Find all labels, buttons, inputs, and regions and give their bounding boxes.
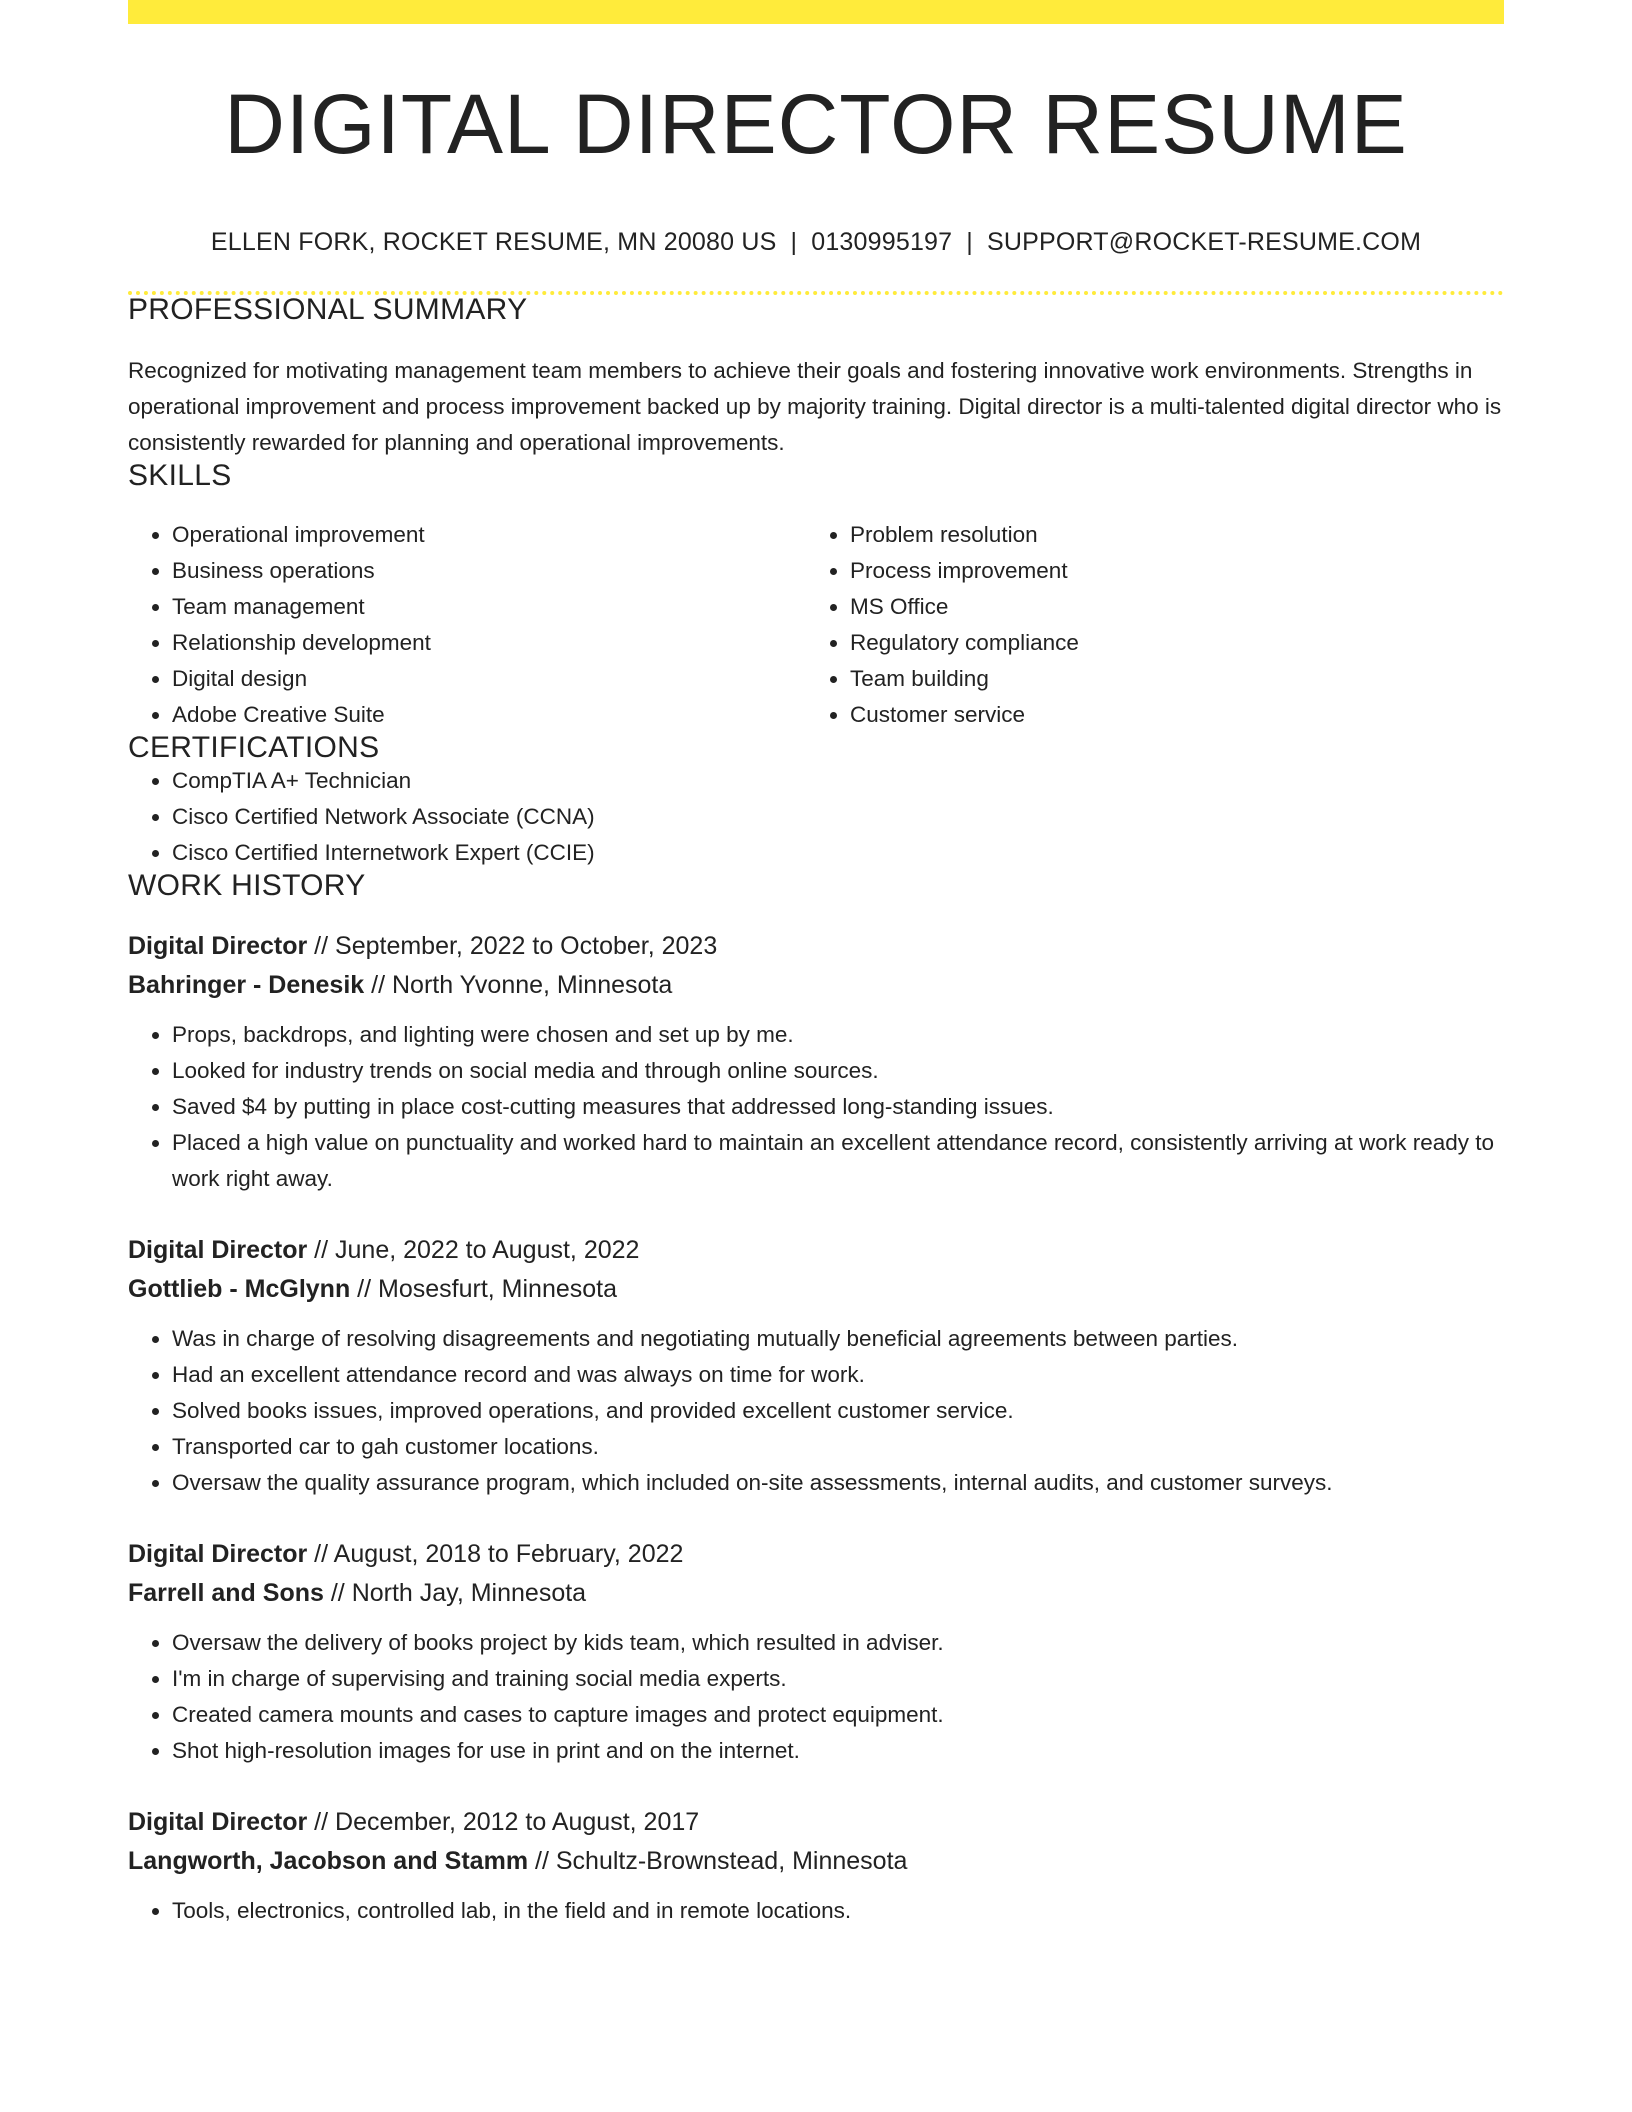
work-history-heading: WORK HISTORY [128,869,366,902]
job-entry [128,1803,1504,1929]
job-bullet: • Oversaw the quality assurance program, which included on-site assessments, internal audits, and customer surveys. [172,1465,1504,1501]
job-company: Langworth, Jacobson and Stamm [128,1847,529,1875]
resume-page [128,0,1504,1929]
skill-item: • Team management [172,589,806,625]
job-bullet: • Placed a high value on punctuality and worked hard to maintain an excellent attendance record, consistently arriving at work ready to work right away. [172,1125,1504,1197]
certification-item: • Cisco Certified Network Associate (CCNA) [172,799,1504,835]
job-separator: // [330,1579,345,1607]
job-separator: // [357,1275,372,1303]
certifications-list [128,763,1504,871]
job-bullet: • Looked for industry trends on social media and through online sources. [172,1053,1504,1089]
contact-separator: | [966,228,973,256]
job-entry [128,1231,1504,1501]
job-dates: December, 2012 to August, 2017 [335,1808,700,1836]
job-bullet: • I'm in charge of supervising and training social media experts. [172,1661,1504,1697]
job-company-line [128,1574,1504,1613]
job-bullet: • Was in charge of resolving disagreements and negotiating mutually beneficial agreements between parties. [172,1321,1504,1357]
job-bullet: • Oversaw the delivery of books project by kids team, which resulted in adviser. [172,1625,1504,1661]
job-title-line [128,1535,1504,1574]
job-title: Digital Director [128,1236,308,1264]
accent-top-bar [128,0,1504,24]
skill-item: • Regulatory compliance [850,625,1484,661]
summary-text: Recognized for motivating management team members to achieve their goals and fostering innovative work environments. Strengths in operational improvement and process improvement backed up by majority training. Digital director is a multi-talented digital director who is consistently rewarded for planning and operational improvements. [128,358,1502,455]
job-dates: August, 2018 to February, 2022 [333,1540,684,1568]
skills-right-list [806,517,1484,733]
certification-item: • CompTIA A+ Technician [172,763,1504,799]
job-dates: June, 2022 to August, 2022 [335,1236,640,1264]
job-bullet: • Transported car to gah customer locations. [172,1429,1504,1465]
job-separator: // [371,971,386,999]
job-location: Mosesfurt, Minnesota [378,1275,618,1303]
contact-line [128,230,1504,255]
job-bullet: • Tools, electronics, controlled lab, in the field and in remote locations. [172,1893,1504,1929]
job-separator: // [314,1236,329,1264]
job-location: North Yvonne, Minnesota [392,971,673,999]
job-bullets [128,1017,1504,1197]
job-location: Schultz-Brownstead, Minnesota [555,1847,908,1875]
job-company: Bahringer - Denesik [128,971,365,999]
skill-item: • Digital design [172,661,806,697]
job-bullets [128,1625,1504,1769]
job-bullet: • Props, backdrops, and lighting were chosen and set up by me. [172,1017,1504,1053]
certification-item: • Cisco Certified Internetwork Expert (CCIE) [172,835,1504,871]
job-title: Digital Director [128,1540,308,1568]
skill-item: • Business operations [172,553,806,589]
contact-phone: 0130995197 [811,228,953,256]
job-title-line [128,1803,1504,1842]
job-dates: September, 2022 to October, 2023 [335,932,718,960]
job-bullet: • Saved $4 by putting in place cost-cutting measures that addressed long-standing issues. [172,1089,1504,1125]
skill-item: • Process improvement [850,553,1484,589]
job-bullets [128,1893,1504,1929]
job-title: Digital Director [128,932,308,960]
skill-item: • Team building [850,661,1484,697]
job-entry [128,1535,1504,1769]
skill-item: • Adobe Creative Suite [172,697,806,733]
skill-item: • Problem resolution [850,517,1484,553]
job-company: Gottlieb - McGlynn [128,1275,351,1303]
job-bullet: • Created camera mounts and cases to capture images and protect equipment. [172,1697,1504,1733]
contact-address: ELLEN FORK, ROCKET RESUME, MN 20080 US [210,228,777,256]
job-location: North Jay, Minnesota [351,1579,587,1607]
skills-left-list [128,517,806,733]
job-title-line [128,927,1504,966]
resume-title: DIGITAL DIRECTOR RESUME [224,77,1408,171]
certifications-heading: CERTIFICATIONS [128,731,380,764]
job-separator: // [535,1847,549,1875]
job-bullets [128,1321,1504,1501]
job-entry [128,927,1504,1197]
job-company-line [128,1270,1504,1309]
job-company-line [128,966,1504,1005]
job-separator: // [314,932,329,960]
summary-heading: PROFESSIONAL SUMMARY [128,293,528,326]
skill-item: • Relationship development [172,625,806,661]
skill-item: • Operational improvement [172,517,806,553]
job-separator: // [314,1808,329,1836]
skills-heading: SKILLS [128,459,232,492]
job-title-line [128,1231,1504,1270]
job-title: Digital Director [128,1808,308,1836]
job-bullet: • Had an excellent attendance record and was always on time for work. [172,1357,1504,1393]
skill-item: • MS Office [850,589,1484,625]
job-bullet: • Solved books issues, improved operations, and provided excellent customer service. [172,1393,1504,1429]
skills-grid [128,517,1504,733]
contact-separator: | [790,228,798,256]
job-company: Farrell and Sons [128,1579,324,1607]
job-company-line [128,1842,1504,1881]
job-bullet: • Shot high-resolution images for use in print and on the internet. [172,1733,1504,1769]
job-separator: // [314,1540,329,1568]
contact-email: SUPPORT@ROCKET-RESUME.COM [986,228,1422,256]
skill-item: • Customer service [850,697,1484,733]
